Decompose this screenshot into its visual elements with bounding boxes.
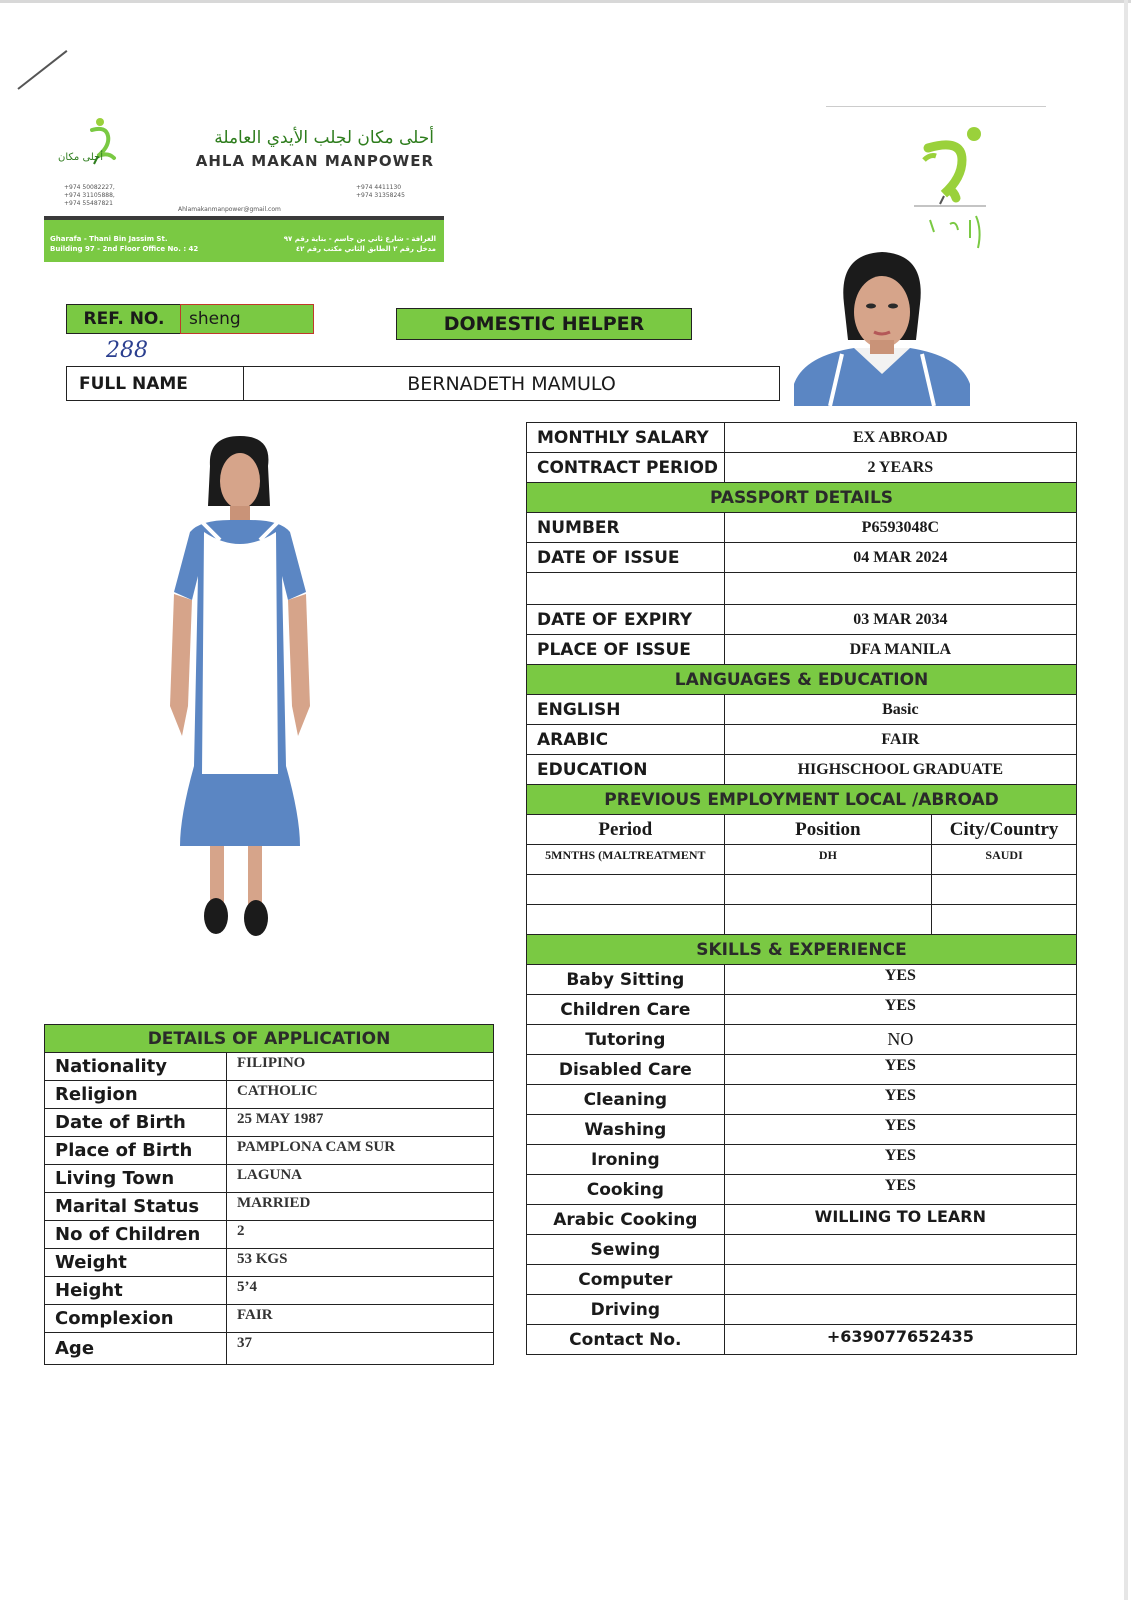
address-line: Gharafa - Thani Bin Jassim St.: [50, 235, 168, 243]
employment-column-city-country: City/Country: [932, 815, 1077, 845]
application-row: [45, 1053, 494, 1081]
skill-disabled-care-value: YES: [724, 1055, 1076, 1085]
employment-cell: DH: [724, 845, 931, 875]
passport-row: [527, 573, 1077, 605]
no-of-children-value: 2: [227, 1221, 494, 1249]
section-header: [527, 665, 1077, 695]
application-row: [45, 1333, 494, 1365]
english-value: Basic: [724, 695, 1076, 725]
monthly-salary-value: EX ABROAD: [724, 423, 1076, 453]
skill-washing-label: Washing: [527, 1115, 725, 1145]
skill-driving-value: [724, 1295, 1076, 1325]
skill-contact-no-label: Contact No.: [527, 1325, 725, 1355]
skill-children-care-value: YES: [724, 995, 1076, 1025]
address-english: [50, 234, 198, 254]
employment-cell: 5MNTHS (MALTREATMENT: [527, 845, 725, 875]
skill-computer-value: [724, 1265, 1076, 1295]
large-logo-icon: [900, 120, 1000, 260]
monthly-salary-label: MONTHLY SALARY: [527, 423, 725, 453]
section-header: [527, 935, 1077, 965]
religion-value: CATHOLIC: [227, 1081, 494, 1109]
scan-edge-right: [1124, 0, 1128, 1600]
height-value: 5’4: [227, 1277, 494, 1305]
passport-row: [527, 513, 1077, 543]
phones-left: [64, 184, 115, 208]
language-row: [527, 695, 1077, 725]
skill-arabic-cooking-label: Arabic Cooking: [527, 1205, 725, 1235]
contract-period-label: CONTRACT PERIOD: [527, 453, 725, 483]
skill-cleaning-value: YES: [724, 1085, 1076, 1115]
section-header: [527, 483, 1077, 513]
skill-baby-sitting-label: Baby Sitting: [527, 965, 725, 995]
logo-caption: أحلى مكان: [58, 152, 104, 163]
skill-ironing-value: YES: [724, 1145, 1076, 1175]
address-line: مدخل رقم ٢ الطابق الثاني مكتب رقم ٤٢: [295, 245, 436, 253]
top-right-rule: [826, 106, 1046, 107]
ref-value: sheng: [180, 304, 314, 334]
address-bar-top-rule: [44, 216, 444, 220]
skill-children-care-label: Children Care: [527, 995, 725, 1025]
skill-row: [527, 1145, 1077, 1175]
ref-handwritten-number: 288: [106, 338, 148, 363]
skills-experience-header: SKILLS & EXPERIENCE: [527, 935, 1077, 965]
section-header: [527, 785, 1077, 815]
skill-contact-no-value: +639077652435: [724, 1325, 1076, 1355]
headshot-photo: [794, 244, 970, 406]
skill-row: [527, 995, 1077, 1025]
skill-arabic-cooking-value: WILLING TO LEARN: [724, 1205, 1076, 1235]
application-table: [44, 1024, 494, 1365]
application-row: [45, 1081, 494, 1109]
application-row: [45, 1277, 494, 1305]
skill-cleaning-label: Cleaning: [527, 1085, 725, 1115]
terms-row: [527, 423, 1077, 453]
passport-row: [527, 635, 1077, 665]
languages-education-header: LANGUAGES & EDUCATION: [527, 665, 1077, 695]
passport-details-header: PASSPORT DETAILS: [527, 483, 1077, 513]
terms-row: [527, 453, 1077, 483]
section-header: [45, 1025, 494, 1053]
previous-employment-header: PREVIOUS EMPLOYMENT LOCAL /ABROAD: [527, 785, 1077, 815]
application-details-header: DETAILS OF APPLICATION: [45, 1025, 494, 1053]
nationality-value: FILIPINO: [227, 1053, 494, 1081]
religion-label: Religion: [45, 1081, 227, 1109]
skill-ironing-label: Ironing: [527, 1145, 725, 1175]
no-of-children-label: No of Children: [45, 1221, 227, 1249]
marital-status-value: MARRIED: [227, 1193, 494, 1221]
application-row: [45, 1305, 494, 1333]
english-label: ENGLISH: [527, 695, 725, 725]
letterhead: [44, 112, 454, 267]
skill-row: [527, 1205, 1077, 1235]
nationality-label: Nationality: [45, 1053, 227, 1081]
application-row: [45, 1249, 494, 1277]
passport-date-of-issue-value: 04 MAR 2024: [724, 543, 1076, 573]
phone-line: +974 31358245: [356, 192, 405, 199]
skill-row: [527, 1175, 1077, 1205]
fullname-value: BERNADETH MAMULO: [407, 372, 616, 395]
employment-cell: [932, 875, 1077, 905]
skill-row: [527, 1325, 1077, 1355]
address-arabic: [244, 234, 436, 254]
passport-date-of-issue-label: DATE OF ISSUE: [527, 543, 725, 573]
skill-row: [527, 1265, 1077, 1295]
employment-cell: [527, 875, 725, 905]
address-line: الغرافة - شارع ثاني بن جاسم - بناية رقم ٩٧: [283, 235, 436, 243]
employment-cell: [527, 905, 725, 935]
skill-washing-value: YES: [724, 1115, 1076, 1145]
application-row: [45, 1221, 494, 1249]
passport-place-of-issue-label: PLACE OF ISSUE: [527, 635, 725, 665]
skill-row: [527, 965, 1077, 995]
phone-line: +974 4411130: [356, 184, 402, 191]
height-label: Height: [45, 1277, 227, 1305]
language-row: [527, 725, 1077, 755]
job-title: DOMESTIC HELPER: [396, 308, 692, 340]
education-value: HIGHSCHOOL GRADUATE: [724, 755, 1076, 785]
phone-line: +974 50082227,: [64, 184, 115, 191]
age-value: 37: [227, 1333, 494, 1365]
phone-line: +974 31105888,: [64, 192, 115, 199]
language-row: [527, 755, 1077, 785]
phones-right: [356, 184, 405, 200]
employment-cell: [724, 905, 931, 935]
skill-cooking-label: Cooking: [527, 1175, 725, 1205]
pen-mark: [17, 50, 67, 90]
passport-date-of-expiry-value: 03 MAR 2034: [724, 605, 1076, 635]
profile-table: [526, 422, 1077, 1355]
skill-row: [527, 1025, 1077, 1055]
phone-line: +974 55487821: [64, 200, 113, 207]
complexion-value: FAIR: [227, 1305, 494, 1333]
weight-label: Weight: [45, 1249, 227, 1277]
skill-cooking-value: YES: [724, 1175, 1076, 1205]
skill-row: [527, 1085, 1077, 1115]
passport-blank-value: [724, 573, 1076, 605]
skill-tutoring-label: Tutoring: [527, 1025, 725, 1055]
agency-arabic-name: أحلى مكان لجلب الأيدي العاملة: [214, 128, 434, 148]
fullname-label: FULL NAME: [67, 367, 244, 400]
skill-driving-label: Driving: [527, 1295, 725, 1325]
age-label: Age: [45, 1333, 227, 1365]
application-row: [45, 1109, 494, 1137]
scan-edge-top: [0, 0, 1131, 3]
skill-computer-label: Computer: [527, 1265, 725, 1295]
date-of-birth-value: 25 MAY 1987: [227, 1109, 494, 1137]
application-row: [45, 1165, 494, 1193]
skill-tutoring-value: NO: [724, 1025, 1076, 1055]
marital-status-label: Marital Status: [45, 1193, 227, 1221]
passport-blank-label: [527, 573, 725, 605]
passport-row: [527, 543, 1077, 573]
full-body-photo: [160, 436, 340, 956]
skill-sewing-value: [724, 1235, 1076, 1265]
employment-cell: SAUDI: [932, 845, 1077, 875]
employment-cell: [932, 905, 1077, 935]
arabic-label: ARABIC: [527, 725, 725, 755]
skill-sewing-label: Sewing: [527, 1235, 725, 1265]
skill-row: [527, 1055, 1077, 1085]
employment-column-position: Position: [724, 815, 931, 845]
living-town-label: Living Town: [45, 1165, 227, 1193]
ref-label: REF. NO.: [66, 304, 182, 334]
employment-columns: [527, 815, 1077, 845]
address-line: Building 97 - 2nd Floor Office No. : 42: [50, 245, 199, 253]
skill-row: [527, 1295, 1077, 1325]
passport-date-of-expiry-label: DATE OF EXPIRY: [527, 605, 725, 635]
education-label: EDUCATION: [527, 755, 725, 785]
place-of-birth-label: Place of Birth: [45, 1137, 227, 1165]
employment-column-period: Period: [527, 815, 725, 845]
place-of-birth-value: PAMPLONA CAM SUR: [227, 1137, 494, 1165]
skill-disabled-care-label: Disabled Care: [527, 1055, 725, 1085]
skill-row: [527, 1115, 1077, 1145]
passport-number-label: NUMBER: [527, 513, 725, 543]
employment-cell: [724, 875, 931, 905]
agency-name: AHLA MAKAN MANPOWER: [195, 152, 434, 170]
employment-row: [527, 905, 1077, 935]
application-row: [45, 1193, 494, 1221]
weight-value: 53 KGS: [227, 1249, 494, 1277]
application-row: [45, 1137, 494, 1165]
contract-period-value: 2 YEARS: [724, 453, 1076, 483]
passport-place-of-issue-value: DFA MANILA: [724, 635, 1076, 665]
skill-row: [527, 1235, 1077, 1265]
skill-baby-sitting-value: YES: [724, 965, 1076, 995]
living-town-value: LAGUNA: [227, 1165, 494, 1193]
passport-number-value: P6593048C: [724, 513, 1076, 543]
complexion-label: Complexion: [45, 1305, 227, 1333]
arabic-value: FAIR: [724, 725, 1076, 755]
employment-row: [527, 845, 1077, 875]
date-of-birth-label: Date of Birth: [45, 1109, 227, 1137]
email: Ahlamakanmanpower@gmail.com: [178, 206, 281, 213]
fullname-row: [66, 366, 780, 401]
employment-row: [527, 875, 1077, 905]
passport-row: [527, 605, 1077, 635]
